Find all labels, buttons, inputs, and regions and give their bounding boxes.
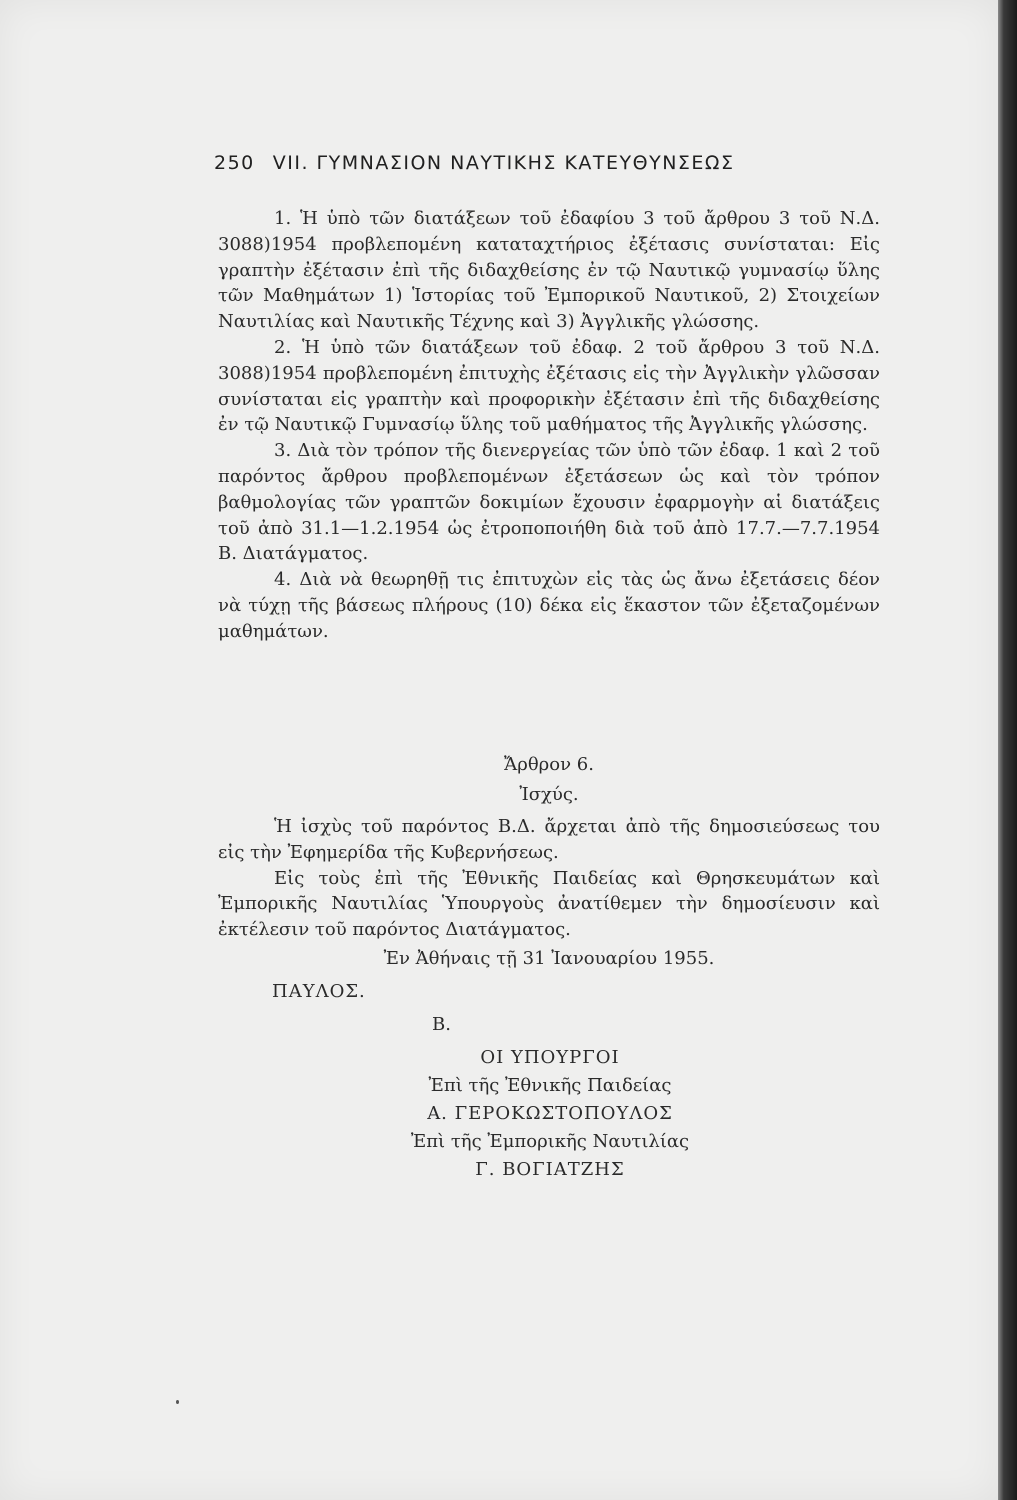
- assignment-paragraph: Εἰς τοὺς ἐπὶ τῆς Ἐθνικῆς Παιδείας καὶ Θρησκευμάτων καὶ Ἐμπορικῆς Ναυτιλίας Ὑπουργοὺς ἀνατίθεμεν τὴν δημοσίευσιν καὶ ἐκτέλεσιν τοῦ παρόντος Διατάγματος.: [218, 867, 880, 941]
- education-role: Ἐπὶ τῆς Ἐθνικῆς Παιδείας: [428, 1075, 672, 1096]
- shipping-role: Ἐπὶ τῆς Ἐμπορικῆς Ναυτιλίας: [410, 1131, 690, 1152]
- paragraph-4: 4. Διὰ νὰ θεωρηθῇ τις ἐπιτυχὼν εἰς τὰς ὡς ἄνω ἐξετάσεις δέον νὰ τύχῃ τῆς βάσεως πλήρους (10) δέκα εἰς ἕκαστον τῶν ἐξεταζομένων μαθημάτων.: [218, 569, 880, 642]
- article-body: [218, 206, 880, 645]
- paragraph-3: 3. Διὰ τὸν τρόπον τῆς διενεργείας τῶν ὑπὸ τῶν ἐδαφ. 1 καὶ 2 τοῦ παρόντος ἄρθρου προβλεπομένων ἐξετάσεων ὡς καὶ τὸν τρόπον βαθμολογίας τῶν γραπτῶν δοκιμίων ἔχουσιν ἐφαρμογὴν αἱ διατάξεις τοῦ ἀπὸ 31.1—1.2.1954 ὡς ἐτροποποιήθη διὰ τοῦ ἀπὸ 17.7.—7.7.1954 Β. Διατάγματος.: [218, 440, 880, 565]
- effect-paragraph: Ἡ ἰσχὺς τοῦ παρόντος Β.Δ. ἄρχεται ἀπὸ τῆς δημοσιεύσεως του εἰς τὴν Ἐφημερίδα τῆς Κυβερνήσεως.: [218, 816, 880, 863]
- paragraph-1: 1. Ἡ ὑπὸ τῶν διατάξεων τοῦ ἐδαφίου 3 τοῦ ἄρθρου 3 τοῦ Ν.Δ. 3088)1954 προβλεπομένη καταταχτήριος ἐξέτασις συνίσταται: Εἰς γραπτὴν ἐξέτασιν ἐπὶ τῆς διδαχθείσης ἐν τῷ Ναυτικῷ γυμνασίῳ ὕλης τῶν Μαθημάτων 1) Ἱστορίας τοῦ Ἐμπορικοῦ Ναυτικοῦ, 2) Στοιχείων Ναυτιλίας καὶ Ναυτικῆς Τέχνης καὶ 3) Ἀγγλικῆς γλώσσης.: [218, 208, 880, 333]
- ministers-heading: ΟΙ ΥΠΟΥΡΓΟΙ: [480, 1047, 620, 1068]
- scan-speck: [176, 1400, 179, 1404]
- page-number: 250: [214, 152, 255, 174]
- article-subtitle: Ἰσχύς.: [519, 784, 579, 805]
- education-minister: Α. ΓΕΡΟΚΩΣΤΟΠΟΥΛΟΣ: [427, 1103, 673, 1124]
- running-title: VII. ΓΥΜΝΑΣΙΟΝ ΝΑΥΤΙΚΗΣ ΚΑΤΕΥΘΥΝΣΕΩΣ: [272, 152, 735, 174]
- article-heading: Ἄρθρον 6.: [504, 754, 594, 775]
- paragraph-2: 2. Ἡ ὑπὸ τῶν διατάξεων τοῦ ἐδαφ. 2 τοῦ ἄρθρου 3 τοῦ Ν.Δ. 3088)1954 προβλεπομένη ἐπιτυχὴς ἐξέτασις εἰς τὴν Ἀγγλικὴν γλῶσσαν συνίσταται εἰς γραπτὴν καὶ προφορικὴν ἐξέτασιν ἐπὶ τῆς διδαχθείσης ἐν τῷ Ναυτικῷ Γυμνασίῳ ὕλης τοῦ μαθήματος τῆς Ἀγγλικῆς γλώσσης.: [218, 336, 880, 436]
- b-mark: Β.: [432, 1014, 451, 1035]
- ministers-signatures: [380, 1044, 720, 1184]
- dateline: Ἐν Ἀθήναις τῇ 31 Ἰανουαρίου 1955.: [383, 948, 715, 969]
- page-edge-shadow: [998, 0, 1017, 1500]
- closing-body: [218, 814, 880, 943]
- running-header: [214, 152, 854, 180]
- shipping-minister: Γ. ΒΟΓΙΑΤΖΗΣ: [475, 1159, 625, 1180]
- king-signature: ΠΑΥΛΟΣ.: [272, 981, 366, 1002]
